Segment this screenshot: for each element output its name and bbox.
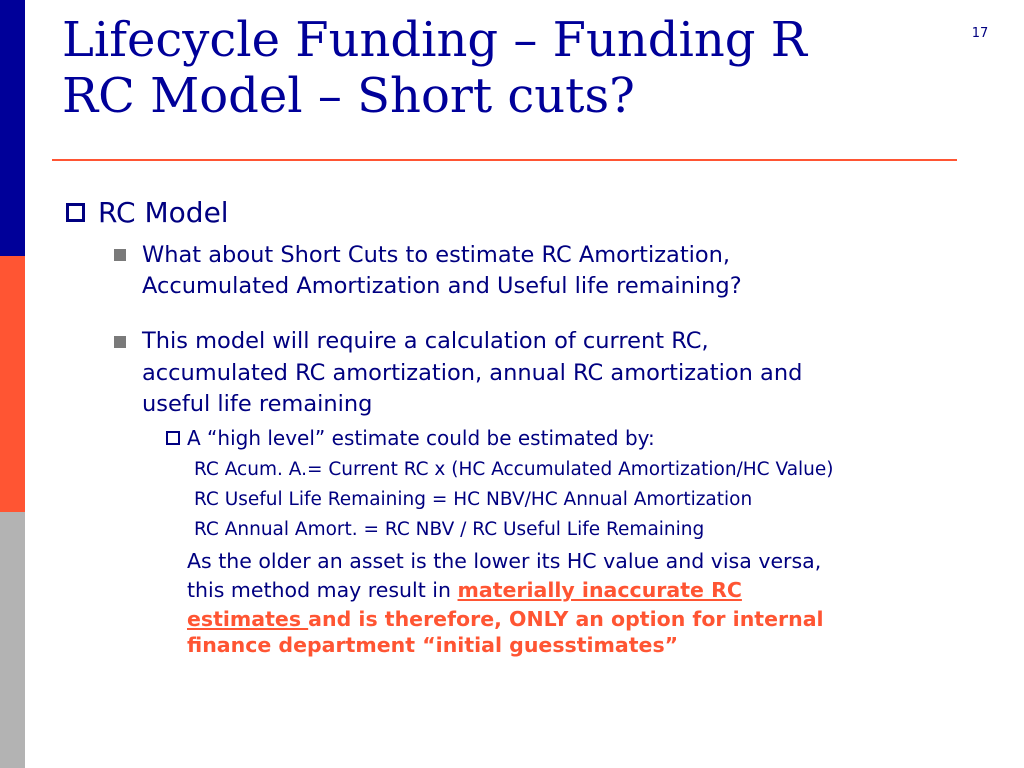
solid-square-bullet-icon (114, 249, 126, 261)
note-line-4 (187, 631, 678, 660)
bullet-short-cuts-line-2: Accumulated Amortization and Useful life remaining? (142, 273, 742, 299)
solid-square-bullet-icon (114, 336, 126, 348)
hollow-square-bullet-icon (166, 431, 180, 445)
title-line-2: RC Model – Short cuts? (62, 68, 635, 124)
slide-title (62, 12, 922, 124)
page-number: 17 (971, 26, 989, 41)
bullet-model-line-1: This model will require a calculation of current RC, (142, 328, 709, 354)
bullet-rc-model: RC Model (98, 196, 229, 229)
side-bar-orange (0, 256, 25, 512)
bullet-model-line-3: useful life remaining (142, 391, 373, 417)
sub-bullet-estimate: A “high level” estimate could be estimated by: (187, 426, 655, 450)
note-emphasis-2: finance department “initial guesstimates” (187, 633, 679, 657)
hollow-square-bullet-icon (66, 203, 85, 222)
formula-useful-life: RC Useful Life Remaining = HC NBV/HC Annual Amortization (194, 489, 753, 510)
note-emphasis-underlined-2: estimates (187, 607, 309, 631)
note-emphasis-underlined: materially inaccurate RC (457, 578, 742, 602)
side-bar-blue (0, 0, 25, 256)
side-bar-gray (0, 512, 25, 768)
note-emphasis: and is therefore, ONLY an option for internal (308, 607, 824, 631)
formula-acum-amortization: RC Acum. A.= Current RC x (HC Accumulated Amortization/HC Value) (194, 459, 834, 480)
note-line-3 (187, 605, 824, 634)
note-line-2 (187, 576, 742, 605)
note-line-1: As the older an asset is the lower its HC value and visa versa, (187, 549, 822, 573)
bullet-model-line-2: accumulated RC amortization, annual RC amortization and (142, 360, 803, 386)
title-line-1: Lifecycle Funding – Funding R (62, 12, 807, 68)
title-divider (52, 159, 957, 161)
note-line-2-text: this method may result in (187, 578, 458, 602)
bullet-short-cuts-line-1: What about Short Cuts to estimate RC Amortization, (142, 242, 731, 268)
formula-annual-amort: RC Annual Amort. = RC NBV / RC Useful Life Remaining (194, 519, 705, 540)
